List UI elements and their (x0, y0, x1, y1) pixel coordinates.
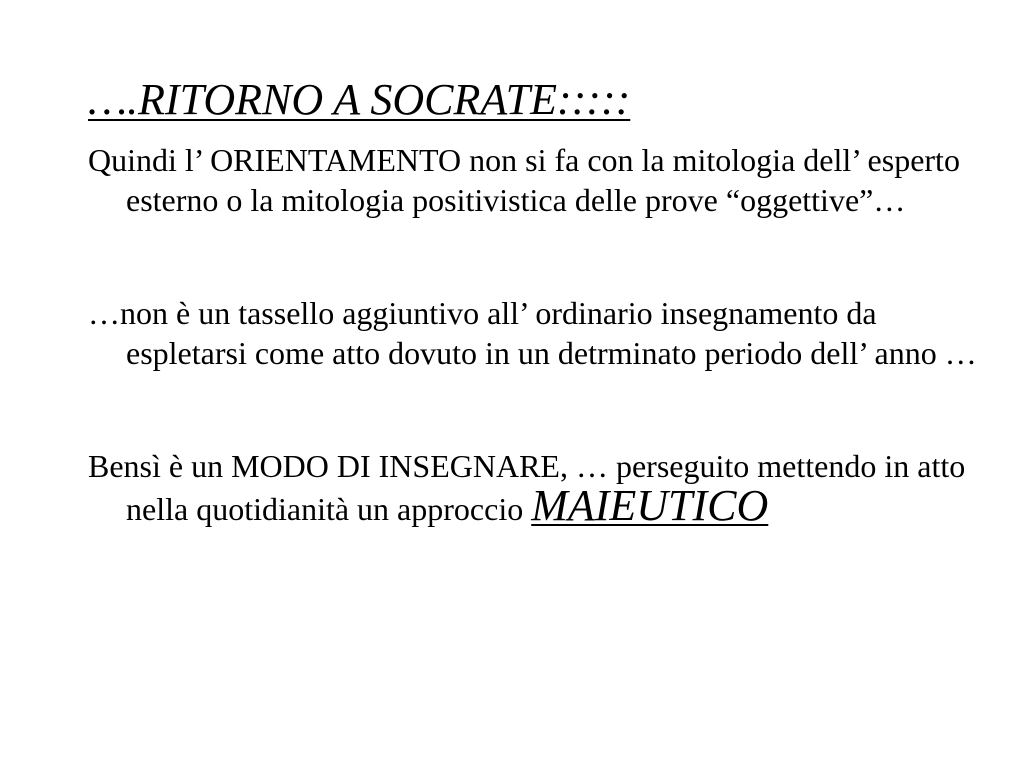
paragraph-text: Quindi l’ ORIENTAMENTO non si fa con la mitologia dell’ esperto esterno o la mitologia positivistica delle prove “oggettive”… (88, 142, 960, 218)
paragraph-modo-di-insegnare (88, 446, 988, 529)
slide-body (88, 140, 988, 529)
slide-title: ….RITORNO A SOCRATE::::: (88, 75, 631, 124)
paragraph-tassello (88, 293, 988, 373)
paragraph-text: Bensì è un MODO DI INSEGNARE, … perseguito mettendo in atto nella quotidianità un approccio (88, 448, 966, 527)
maieutico-emphasis: MAIEUTICO (531, 481, 769, 530)
paragraph-text: …non è un tassello aggiuntivo all’ ordinario insegnamento da espletarsi come atto dovuto in un detrminato periodo dell’ anno … (88, 295, 977, 371)
paragraph-orientamento (88, 140, 988, 220)
